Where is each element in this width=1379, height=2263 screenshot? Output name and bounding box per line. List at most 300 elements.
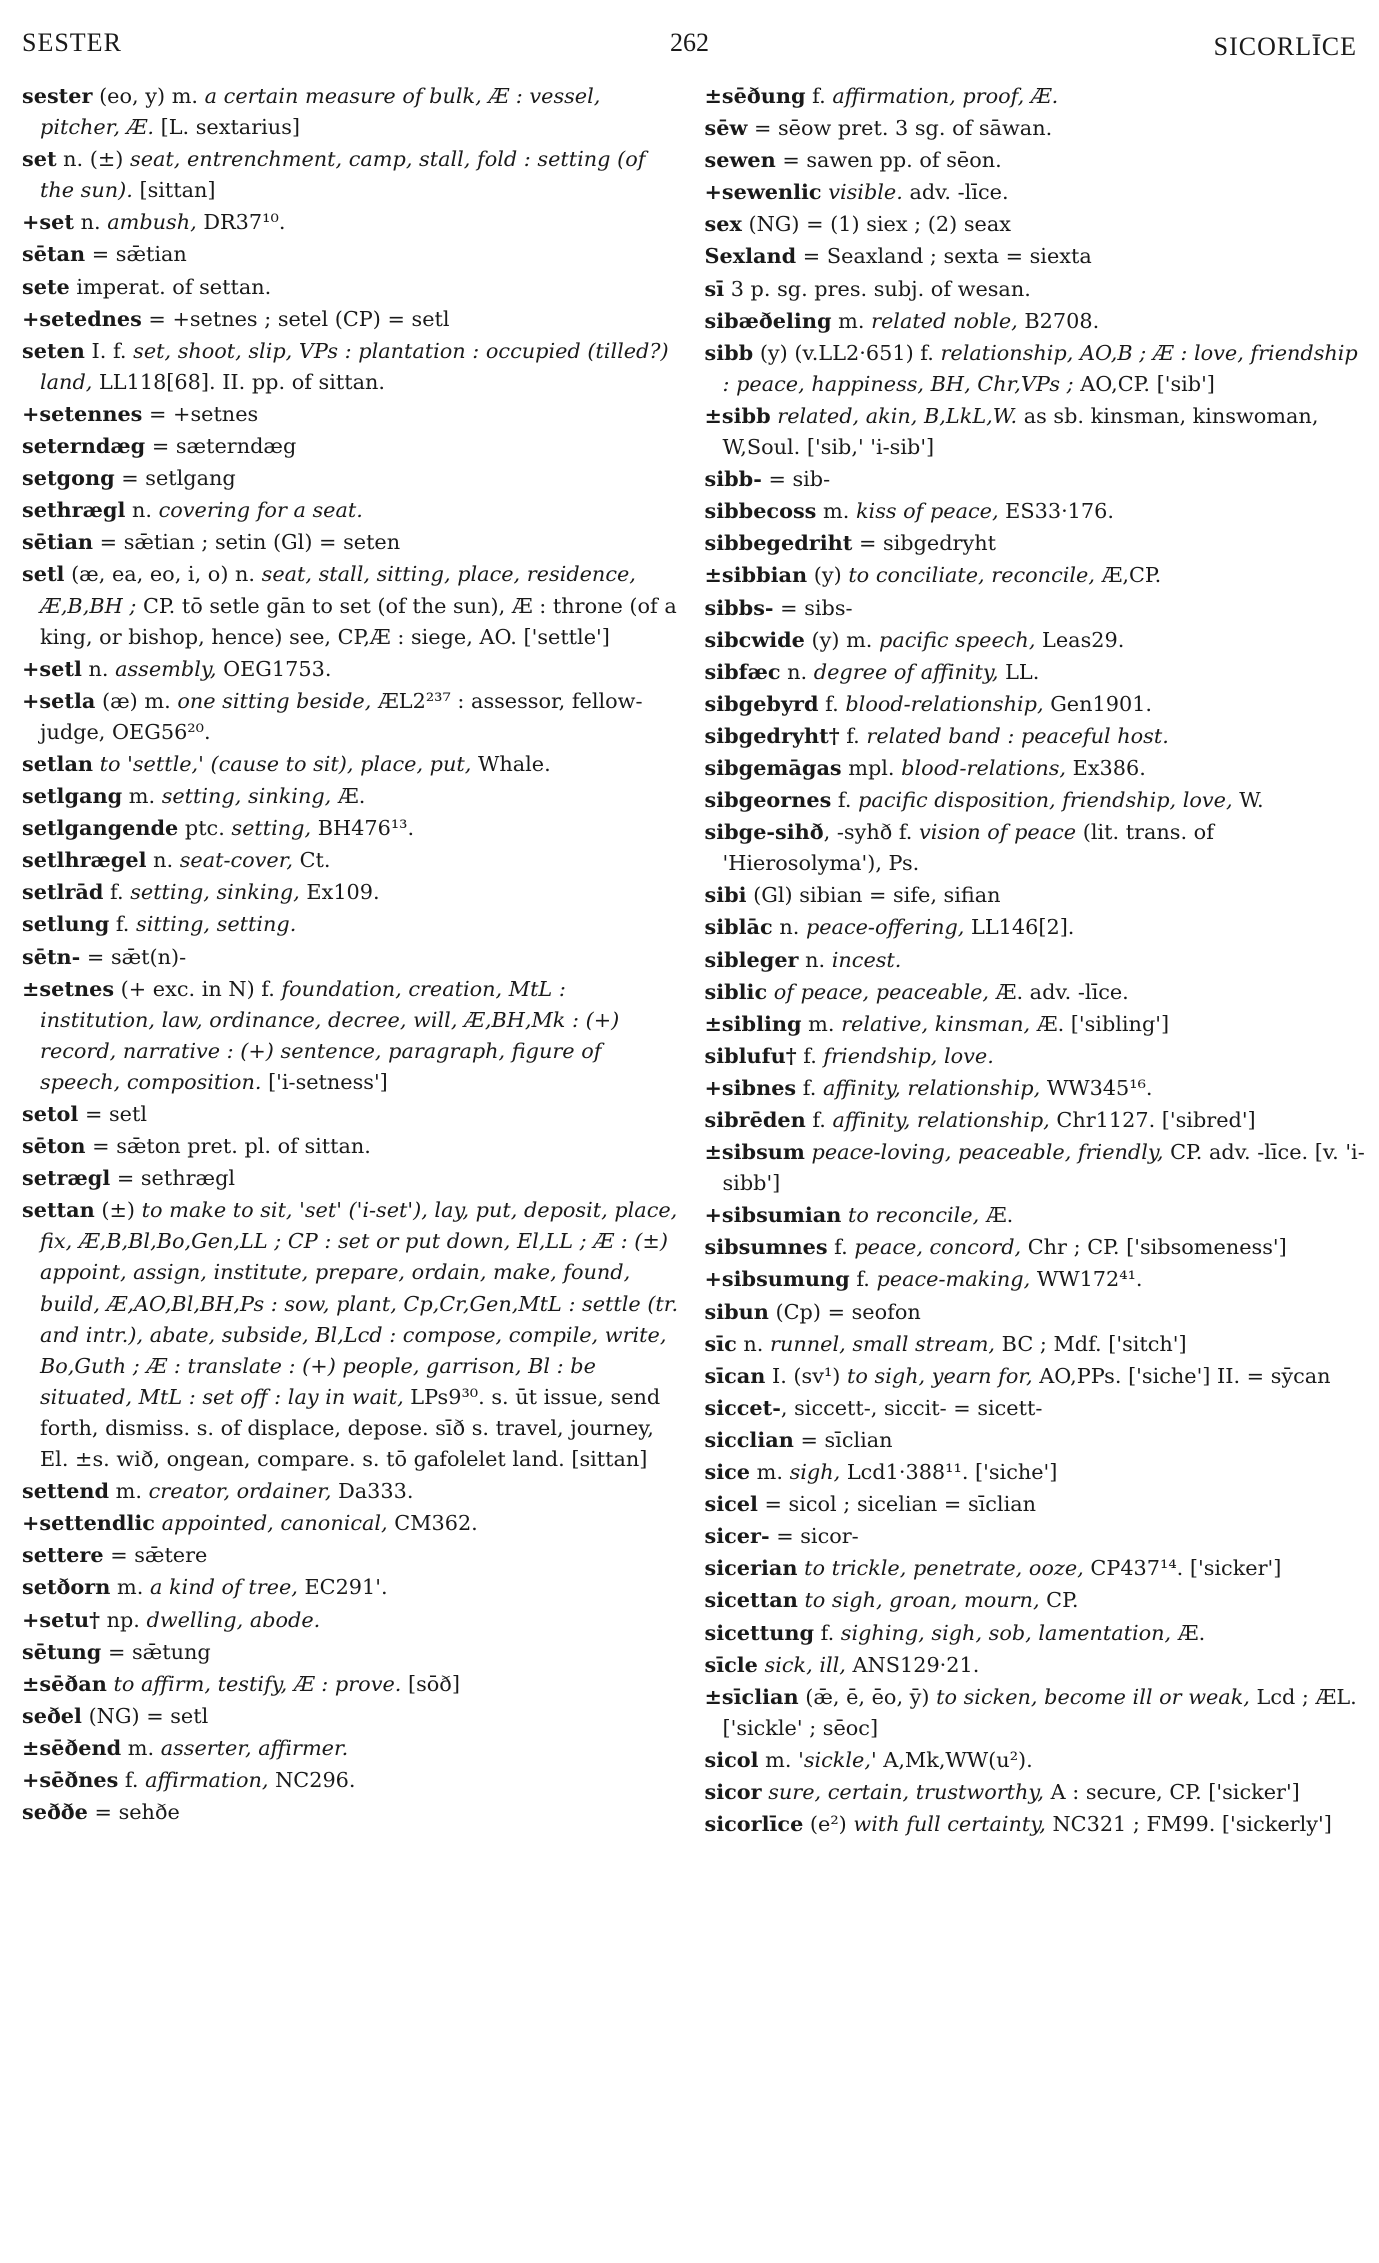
entry-citation: setel (CP) = setl xyxy=(277,306,450,331)
dictionary-entry xyxy=(22,1668,685,1700)
entry-grammar: f. xyxy=(103,880,131,905)
entry-definition: to 'settle,' (cause to sit), place, put, xyxy=(99,751,472,776)
dictionary-entry xyxy=(705,1263,1368,1295)
entry-grammar: m. xyxy=(750,1460,790,1485)
entry-citation: LL118[68]. II. pp. of sittan. xyxy=(92,369,385,394)
entry-grammar: m. xyxy=(816,499,856,524)
entry-citation: WW172⁴¹. xyxy=(1030,1267,1143,1292)
entry-definition: to affirm, testify, Æ : prove. xyxy=(113,1671,402,1696)
running-head-right: SICORLĪCE xyxy=(1213,32,1357,61)
entry-headword: sibbecoss xyxy=(704,498,817,524)
dictionary-entry xyxy=(705,112,1368,144)
entry-headword: +sibsumian xyxy=(704,1202,842,1228)
dictionary-entry xyxy=(705,911,1368,943)
entry-headword: ±sēðung xyxy=(704,83,806,108)
entry-headword: setl xyxy=(22,561,65,587)
entry-citation: Whale. xyxy=(471,751,551,776)
entry-grammar: = setlgang xyxy=(114,466,236,491)
entry-headword: sice xyxy=(704,1459,751,1485)
entry-definition: seat, stall, sitting, place, residence, Æ,B,BH ; xyxy=(40,562,636,618)
entry-definition: related noble, xyxy=(871,308,1018,333)
entry-headword: siblāc xyxy=(704,914,773,940)
entry-headword: ±sibbian xyxy=(704,562,808,588)
entry-definition: affirmation, xyxy=(145,1767,269,1792)
dictionary-entry xyxy=(705,305,1368,337)
dictionary-entry xyxy=(705,656,1368,688)
entry-headword: sibæðeling xyxy=(704,307,832,333)
dictionary-entry xyxy=(705,80,1368,112)
entry-grammar: = sehðe xyxy=(87,1800,180,1825)
entry-headword: ±sīclian xyxy=(704,1683,799,1709)
entry-citation: A,Mk,WW(u²). xyxy=(876,1747,1033,1772)
entry-citation: BC ; Mdf. ['sitch'] xyxy=(995,1331,1187,1356)
entry-definition: degree of affinity, xyxy=(813,659,999,684)
entry-definition: sure, certain, trustworthy, xyxy=(768,1779,1045,1804)
entry-headword: sicel xyxy=(704,1491,758,1517)
entry-citation: BH476¹³. xyxy=(311,816,415,841)
entry-headword: sibb- xyxy=(704,466,762,492)
entry-definition: blood-relationship, xyxy=(845,691,1044,716)
dictionary-entry xyxy=(705,944,1368,976)
dictionary-entry xyxy=(705,816,1368,879)
entry-citation: ÆL2²³⁷ : assessor, fellow-judge, OEG56²⁰. xyxy=(40,688,643,744)
dictionary-entry xyxy=(22,430,685,462)
entry-grammar xyxy=(93,752,100,776)
entry-citation: Æ. xyxy=(979,1203,1014,1228)
entry-grammar: f. xyxy=(827,1235,855,1260)
entry-headword: seterndæg xyxy=(22,433,146,459)
dictionary-entry xyxy=(22,685,685,748)
entry-grammar: f. xyxy=(818,691,846,716)
entry-headword: +setednes xyxy=(22,305,142,331)
entry-grammar: , -syhð f. xyxy=(823,820,920,845)
entry-grammar: np. xyxy=(99,1607,147,1632)
entry-citation: W. xyxy=(1232,788,1264,813)
dictionary-entry xyxy=(22,1604,685,1636)
dictionary-entry xyxy=(705,1456,1368,1488)
entry-headword: sibcwide xyxy=(704,626,805,652)
entry-grammar: m. xyxy=(801,1011,842,1036)
entry-citation: CP. adv. -līce. [v. 'i-sibb'] xyxy=(722,1140,1365,1196)
entry-headword: sibbegedriht xyxy=(704,530,853,556)
entry-citation: Lcd ; ÆL. ['sickle' ; sēoc] xyxy=(722,1684,1357,1740)
dictionary-entry xyxy=(705,1681,1368,1744)
entry-headword: sicor xyxy=(704,1778,762,1804)
entry-definition: peace, concord, xyxy=(854,1235,1022,1260)
entry-grammar: n. xyxy=(772,915,806,940)
dictionary-entry xyxy=(22,1796,685,1828)
entry-definition: peace-offering, xyxy=(805,915,965,940)
dictionary-entry xyxy=(22,494,685,526)
entry-citation: ['i-setness'] xyxy=(261,1069,388,1094)
entry-definition: to conciliate, reconcile, xyxy=(848,563,1095,588)
entry-citation: AO,CP. ['sib'] xyxy=(1073,371,1215,396)
entry-headword: sibsumnes xyxy=(704,1234,828,1260)
entry-citation: adv. -līce. xyxy=(902,180,1009,205)
entry-citation: Chr ; CP. ['sibsomeness'] xyxy=(1021,1235,1287,1260)
dictionary-entry xyxy=(705,1231,1368,1263)
entry-headword: sibi xyxy=(704,882,747,908)
entry-grammar: (NG) = setl xyxy=(81,1703,209,1728)
entry-definition: visible. xyxy=(828,180,903,205)
entry-definition: pacific speech, xyxy=(879,627,1036,652)
dictionary-entry xyxy=(22,941,685,973)
dictionary-entry xyxy=(705,144,1368,176)
dictionary-entry xyxy=(22,876,685,908)
entry-headword: setlrād xyxy=(22,879,104,905)
entry-citation: EC291'. xyxy=(297,1575,388,1600)
entry-grammar: m. xyxy=(110,1575,150,1600)
entry-headword: settere xyxy=(22,1542,104,1568)
dictionary-entry xyxy=(705,527,1368,559)
entry-grammar: mpl. xyxy=(841,755,902,780)
entry-headword: sicettan xyxy=(704,1587,798,1613)
entry-definition: affinity, relationship, xyxy=(832,1108,1050,1132)
entry-definition: to sigh, yearn for, xyxy=(847,1363,1033,1388)
entry-definition: with full certainty, xyxy=(853,1812,1046,1837)
dictionary-entry xyxy=(705,1552,1368,1584)
entry-grammar: m. xyxy=(109,1479,149,1504)
entry-headword: sīcan xyxy=(704,1362,766,1388)
dictionary-columns xyxy=(22,80,1367,2245)
entry-grammar: f. xyxy=(796,1043,824,1068)
dictionary-entry xyxy=(22,80,685,143)
entry-grammar: = +setnes ; xyxy=(141,306,278,331)
entry-citation: AO,PPs. ['siche'] II. = sȳcan xyxy=(1032,1363,1331,1388)
entry-definition: a certain measure of bulk, Æ : vessel, pitcher, Æ. xyxy=(40,84,601,140)
entry-headword: sī xyxy=(704,275,725,301)
entry-definition: to sigh, groan, mourn, xyxy=(804,1588,1040,1613)
entry-headword: sibgebyrd xyxy=(704,690,819,716)
entry-headword: ±sibb xyxy=(704,402,771,428)
dictionary-entry xyxy=(705,592,1368,624)
dictionary-entry xyxy=(22,973,685,1098)
entry-headword: +setl xyxy=(22,655,82,681)
dictionary-entry xyxy=(22,908,685,940)
entry-definition: peace-making, xyxy=(876,1267,1031,1292)
entry-grammar: (ǣ, ē, ēo, ȳ) xyxy=(798,1684,937,1709)
dictionary-entry xyxy=(22,1732,685,1764)
entry-grammar: (NG) = (1) siex ; (2) seax xyxy=(741,212,1011,237)
dictionary-entry xyxy=(705,1136,1368,1199)
entry-headword: ±sibling xyxy=(704,1010,802,1036)
entry-headword: sētn- xyxy=(22,943,81,969)
entry-definition: foundation, creation, MtL : institution, law, ordinance, decree, will, Æ,BH,Mk : (+) record, narrative : (+) sentence, paragraph, figure of speech, composition. xyxy=(40,976,620,1094)
entry-headword: setlgangende xyxy=(22,815,179,841)
entry-grammar: f. xyxy=(805,1108,833,1132)
entry-citation: Ct. xyxy=(292,848,331,873)
entry-grammar: (y) xyxy=(807,563,849,588)
entry-headword: sibgemāgas xyxy=(704,754,842,780)
entry-grammar: f. xyxy=(805,84,833,108)
dictionary-entry xyxy=(705,208,1368,240)
entry-grammar: = sǣt(n)- xyxy=(80,944,187,969)
entry-grammar: = sibgedryht xyxy=(852,531,996,556)
entry-citation: sexta = siexta xyxy=(943,244,1092,269)
entry-citation: Æ. adv. -līce. xyxy=(989,979,1129,1004)
entry-citation: Æ. ['sibling'] xyxy=(1030,1011,1170,1036)
dictionary-entry xyxy=(22,1636,685,1668)
entry-headword: seten xyxy=(22,337,85,363)
dictionary-entry xyxy=(705,1008,1368,1040)
entry-headword: sete xyxy=(22,273,70,299)
entry-citation: Ex109. xyxy=(299,880,380,905)
entry-grammar xyxy=(758,1653,765,1677)
entry-citation: NC296. xyxy=(268,1767,356,1792)
entry-headword: seðel xyxy=(22,1702,82,1728)
entry-citation: Gen1901. xyxy=(1043,691,1153,716)
entry-headword: ±sēðend xyxy=(22,1734,122,1760)
entry-headword: settan xyxy=(22,1197,95,1223)
entry-grammar: = sethrægl xyxy=(110,1166,236,1191)
right-column xyxy=(705,80,1368,2245)
entry-citation: setin (Gl) = seten xyxy=(214,530,401,555)
entry-headword: ±setnes xyxy=(22,975,115,1001)
dictionary-entry xyxy=(705,337,1368,400)
entry-grammar: = sǣtung xyxy=(101,1639,211,1664)
entry-citation: LL. xyxy=(998,659,1040,684)
entry-grammar xyxy=(805,1140,812,1164)
entry-headword: sewen xyxy=(704,147,776,173)
entry-definition: pacific disposition, friendship, love, xyxy=(858,788,1233,813)
entry-grammar: = sǣtere xyxy=(103,1543,208,1568)
entry-definition: set, shoot, slip, VPs : plantation : occupied (tilled?) land, xyxy=(40,338,669,394)
entry-headword: sethrægl xyxy=(22,497,126,523)
entry-headword: sicol xyxy=(704,1746,759,1772)
entry-headword: sīcle xyxy=(704,1651,758,1677)
entry-citation: CP. xyxy=(1039,1588,1079,1613)
dictionary-entry xyxy=(705,1328,1368,1360)
dictionary-entry xyxy=(705,400,1368,463)
entry-definition: ambush, xyxy=(107,210,197,235)
entry-definition: one sitting beside, xyxy=(177,688,372,713)
dictionary-entry xyxy=(705,1808,1368,1840)
entry-definition: peace-loving, peaceable, friendly, xyxy=(811,1140,1164,1165)
entry-grammar: (y) m. xyxy=(804,627,880,652)
dictionary-entry xyxy=(22,238,685,270)
entry-citation: Æ. xyxy=(331,784,366,809)
entry-definition: assembly, xyxy=(115,656,217,681)
entry-grammar: (Gl) sibian = sife, sifian xyxy=(746,883,1001,908)
dictionary-entry xyxy=(22,1130,685,1162)
entry-grammar: m. xyxy=(122,784,162,809)
entry-headword: sicettung xyxy=(704,1619,814,1645)
entry-headword: sibun xyxy=(704,1298,769,1324)
entry-headword: ±sibsum xyxy=(704,1139,805,1165)
entry-grammar: (Cp) = seofon xyxy=(768,1299,921,1324)
dictionary-entry xyxy=(22,1764,685,1796)
entry-citation: OEG1753. xyxy=(216,656,332,681)
entry-headword: ±sēðan xyxy=(22,1670,107,1696)
entry-definition: kiss of peace, xyxy=(855,499,999,524)
entry-headword: sibfæc xyxy=(704,658,781,684)
dictionary-entry xyxy=(22,748,685,780)
entry-headword: sibb xyxy=(704,339,754,365)
entry-definition: setting, sinking, xyxy=(161,784,332,809)
entry-definition: related, akin, B,LkL,W. xyxy=(777,403,1018,428)
dictionary-entry xyxy=(705,1392,1368,1424)
entry-grammar: f. xyxy=(118,1767,146,1792)
entry-headword: sēton xyxy=(22,1133,86,1159)
entry-citation: (lit. trans. of 'Hierosolyma'), Ps. xyxy=(722,820,1214,876)
dictionary-entry xyxy=(705,495,1368,527)
entry-citation: LL146[2]. xyxy=(964,915,1075,940)
entry-headword: sester xyxy=(22,83,93,108)
dictionary-entry xyxy=(705,1104,1368,1136)
entry-definition: sighing, sigh, sob, lamentation, xyxy=(840,1620,1172,1645)
entry-grammar xyxy=(767,980,774,1004)
entry-grammar: m. xyxy=(758,1747,799,1772)
entry-headword: sibbs- xyxy=(704,594,774,620)
entry-grammar: f. xyxy=(796,1075,823,1100)
entry-grammar: (eo, y) m. xyxy=(92,84,205,108)
entry-grammar: = setl xyxy=(78,1102,147,1126)
entry-headword: sīc xyxy=(704,1330,737,1356)
dictionary-entry xyxy=(22,812,685,844)
entry-definition: dwelling, abode. xyxy=(146,1607,321,1632)
entry-grammar: m. xyxy=(831,308,872,333)
entry-grammar: = sawen pp. of sēon. xyxy=(775,148,1002,173)
entry-citation: DR37¹⁰. xyxy=(196,210,286,235)
dictionary-entry xyxy=(705,1199,1368,1231)
entry-headword: sicorlīce xyxy=(704,1811,804,1837)
page-header xyxy=(22,22,1357,66)
entry-headword: setlgang xyxy=(22,783,123,809)
entry-headword: setol xyxy=(22,1101,79,1126)
entry-definition: blood-relations, xyxy=(901,755,1067,780)
entry-grammar: I. f. xyxy=(84,338,134,363)
entry-grammar: n. xyxy=(81,656,116,681)
entry-grammar: n. xyxy=(125,498,159,523)
entry-definition: to reconcile, xyxy=(848,1203,980,1228)
entry-grammar: ptc. xyxy=(178,816,232,841)
entry-citation: as sb. kinsman, kinswoman, W,Soul. ['sib,' 'i-sib'] xyxy=(722,403,1319,460)
entry-headword: siblic xyxy=(704,978,768,1004)
dictionary-entry xyxy=(22,1162,685,1194)
entry-headword: sicerian xyxy=(704,1555,798,1581)
dictionary-entry xyxy=(705,1488,1368,1520)
entry-grammar: m. xyxy=(121,1735,161,1760)
dictionary-entry xyxy=(22,1571,685,1603)
dictionary-entry xyxy=(705,176,1368,208)
entry-grammar: = sæterndæg xyxy=(145,434,297,459)
dictionary-entry xyxy=(22,844,685,876)
dictionary-entry xyxy=(22,780,685,812)
entry-headword: sētan xyxy=(22,241,86,267)
entry-grammar: = sibs- xyxy=(773,595,853,620)
entry-headword: +setla xyxy=(22,687,96,713)
dictionary-entry xyxy=(705,1520,1368,1552)
entry-headword: sex xyxy=(704,211,742,237)
dictionary-entry xyxy=(705,1744,1368,1776)
page-number: 262 xyxy=(670,28,709,57)
entry-definition: setting, sinking, xyxy=(130,880,300,905)
entry-grammar: n. xyxy=(798,947,832,972)
dictionary-entry xyxy=(22,462,685,494)
entry-grammar: = Seaxland ; xyxy=(796,244,944,269)
dictionary-entry xyxy=(705,240,1368,272)
entry-citation: Æ. xyxy=(1171,1620,1206,1645)
entry-definition: sigh, xyxy=(789,1460,841,1485)
dictionary-entry xyxy=(22,398,685,430)
entry-definition: sitting, setting. xyxy=(136,912,297,937)
entry-headword: setðorn xyxy=(22,1574,111,1600)
entry-definition: seat, entrenchment, camp, stall, fold : setting (of the sun). xyxy=(40,147,646,203)
entry-headword: sibge-sihð xyxy=(704,819,824,845)
entry-definition: to trickle, penetrate, ooze, xyxy=(804,1556,1084,1581)
dictionary-entry xyxy=(705,1040,1368,1072)
dictionary-entry xyxy=(22,335,685,398)
entry-headword: +sewenlic xyxy=(704,179,822,205)
entry-citation: CM362. xyxy=(387,1511,478,1536)
entry-grammar: = +setnes xyxy=(142,401,259,426)
entry-grammar: f. xyxy=(849,1267,877,1292)
entry-grammar: = sǣton pret. pl. of sittan. xyxy=(85,1134,371,1159)
entry-headword: sibgedryht† xyxy=(704,722,840,748)
entry-grammar: = sib- xyxy=(761,467,831,492)
entry-citation: LPs9³⁰. s. ūt issue, send forth, dismiss. s. of displace, depose. sīð s. travel, journey, El. ±s. wið, ongean, compare. s. tō gafolelet land. [sittan] xyxy=(40,1384,661,1472)
entry-headword: sēw xyxy=(704,115,748,141)
dictionary-entry xyxy=(705,720,1368,752)
entry-citation: [L. sextarius] xyxy=(153,115,300,140)
dictionary-entry xyxy=(705,752,1368,784)
entry-definition: affirmation, proof, Æ. xyxy=(832,84,1059,108)
entry-grammar: I. (sv¹) xyxy=(765,1363,848,1388)
dictionary-entry xyxy=(22,271,685,303)
dictionary-entry xyxy=(22,526,685,558)
entry-citation: [sittan] xyxy=(132,178,216,203)
dictionary-entry xyxy=(705,1296,1368,1328)
dictionary-entry xyxy=(705,463,1368,495)
entry-headword: sētian xyxy=(22,529,94,555)
entry-grammar: imperat. of settan. xyxy=(69,274,272,299)
entry-grammar: = sīclian xyxy=(793,1427,893,1452)
entry-headword: siblufu† xyxy=(704,1042,797,1068)
dictionary-entry xyxy=(705,976,1368,1008)
entry-citation: Ex386. xyxy=(1066,755,1146,780)
entry-headword: sētung xyxy=(22,1638,102,1664)
entry-definition: incest. xyxy=(831,947,902,972)
dictionary-entry xyxy=(705,1584,1368,1616)
entry-headword: sibgeornes xyxy=(704,787,832,813)
entry-headword: setlan xyxy=(22,750,94,776)
entry-citation: Æ,CP. xyxy=(1094,563,1162,588)
entry-headword: Sexland xyxy=(704,243,797,269)
entry-citation: A : secure, CP. ['sicker'] xyxy=(1044,1779,1300,1804)
entry-definition: seat-cover, xyxy=(179,848,293,873)
entry-grammar xyxy=(155,1511,162,1535)
entry-headword: setlhrægel xyxy=(22,847,147,873)
entry-definition: asserter, affirmer. xyxy=(160,1735,349,1760)
entry-definition: vision of peace xyxy=(919,820,1077,845)
dictionary-entry xyxy=(22,1194,685,1475)
dictionary-entry xyxy=(705,1776,1368,1808)
entry-citation: NC321 ; FM99. ['sickerly'] xyxy=(1045,1812,1332,1837)
dictionary-entry xyxy=(705,1424,1368,1456)
entry-headword: +sēðnes xyxy=(22,1766,119,1792)
entry-grammar: = sicol ; xyxy=(757,1492,857,1517)
entry-grammar: = sǣtian ; xyxy=(93,530,215,555)
entry-definition: creator, ordainer, xyxy=(148,1479,332,1504)
entry-definition: appointed, canonical, xyxy=(161,1511,388,1536)
entry-definition: a kind of tree, xyxy=(149,1575,298,1600)
entry-headword: setlung xyxy=(22,911,110,937)
entry-grammar: n. xyxy=(736,1331,771,1356)
entry-grammar: = sicor- xyxy=(769,1524,859,1549)
entry-citation: WW345¹⁶. xyxy=(1040,1075,1153,1100)
dictionary-entry xyxy=(705,1072,1368,1104)
entry-citation: ANS129·21. xyxy=(845,1652,980,1677)
